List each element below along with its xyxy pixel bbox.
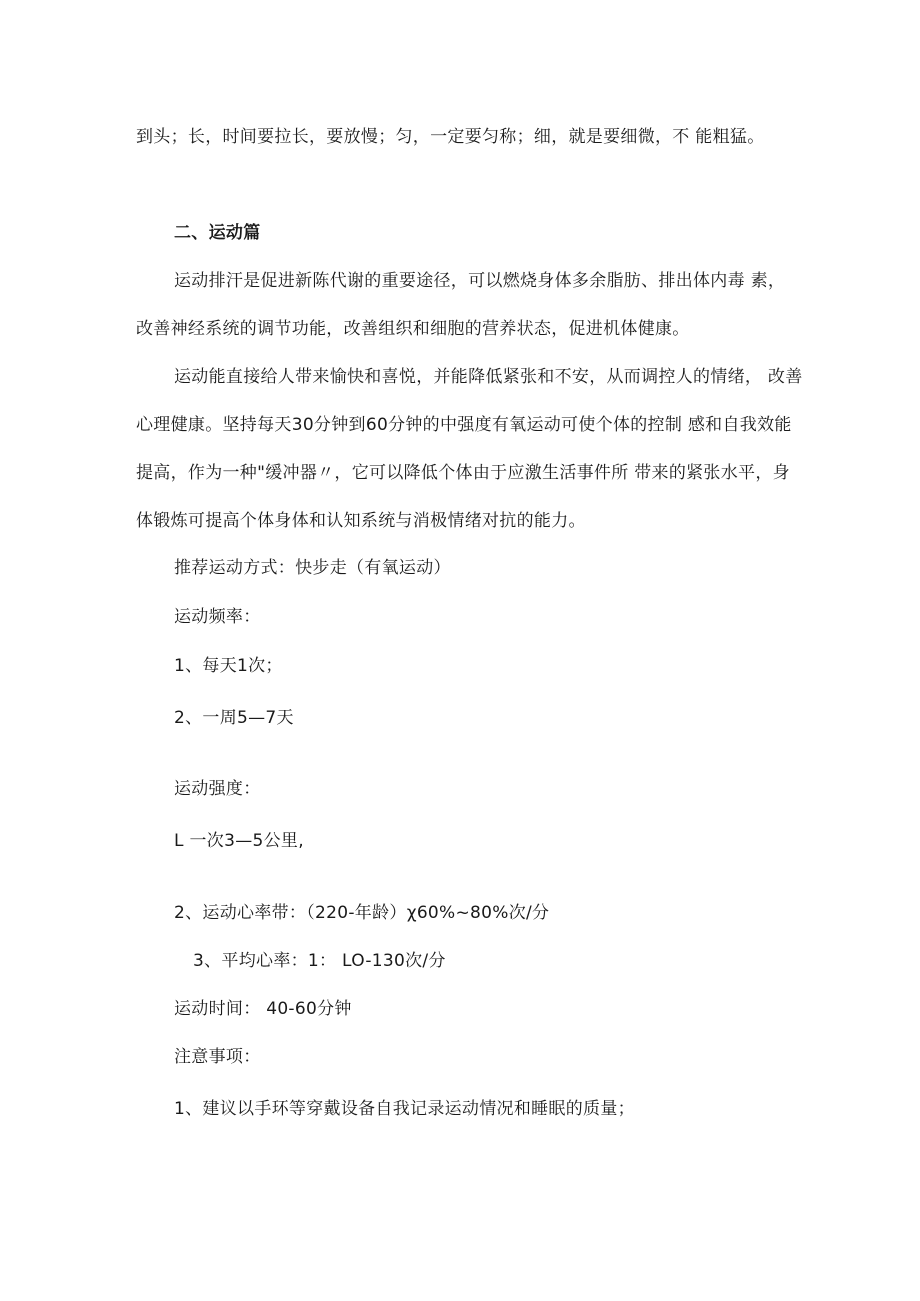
intensity-item: L 一次3—5公里, xyxy=(174,831,304,851)
recommended-exercise: 推荐运动方式：快步走（有氧运动） xyxy=(174,558,451,578)
section-heading: 二、运动篇 xyxy=(174,223,261,243)
frequency-item: 2、一周5—7天 xyxy=(174,708,294,728)
paragraph-line: 运动排汗是促进新陈代谢的重要途径，可以燃烧身体多余脂肪、排出体内毒 素， xyxy=(174,271,786,291)
intensity-item: 3、平均心率：1： LO-130次/分 xyxy=(193,951,446,971)
paragraph-line: 心理健康。坚持每天30分钟到60分钟的中强度有氧运动可使个体的控制 感和自我效能 xyxy=(136,415,792,435)
notes-item: 1、建议以手环等穿戴设备自我记录运动情况和睡眠的质量； xyxy=(174,1099,635,1119)
frequency-item: 1、每天1次； xyxy=(174,656,283,676)
paragraph-line: 改善神经系统的调节功能，改善组织和细胞的营养状态，促进机体健康。 xyxy=(136,319,690,339)
paragraph-line: 提高，作为一种"缓冲器〃，它可以降低个体由于应激生活事件所 带来的紧张水平，身 xyxy=(136,463,790,483)
frequency-label: 运动频率： xyxy=(174,607,261,627)
intensity-item: 2、运动心率带：（220-年龄）χ60%~80%次/分 xyxy=(174,903,550,923)
paragraph-line: 体锻炼可提高个体身体和认知系统与消极情绪对抗的能力。 xyxy=(136,511,586,531)
duration-line: 运动时间： 40-60分钟 xyxy=(174,999,352,1019)
continuation-line: 到头；长，时间要拉长，要放慢；匀，一定要匀称；细，就是要细微，不 能粗猛。 xyxy=(136,127,765,147)
notes-label: 注意事项： xyxy=(174,1047,261,1067)
paragraph-line: 运动能直接给人带来愉快和喜悦，并能降低紧张和不安，从而调控人的情绪， 改善 xyxy=(174,367,803,387)
intensity-label: 运动强度： xyxy=(174,779,261,799)
